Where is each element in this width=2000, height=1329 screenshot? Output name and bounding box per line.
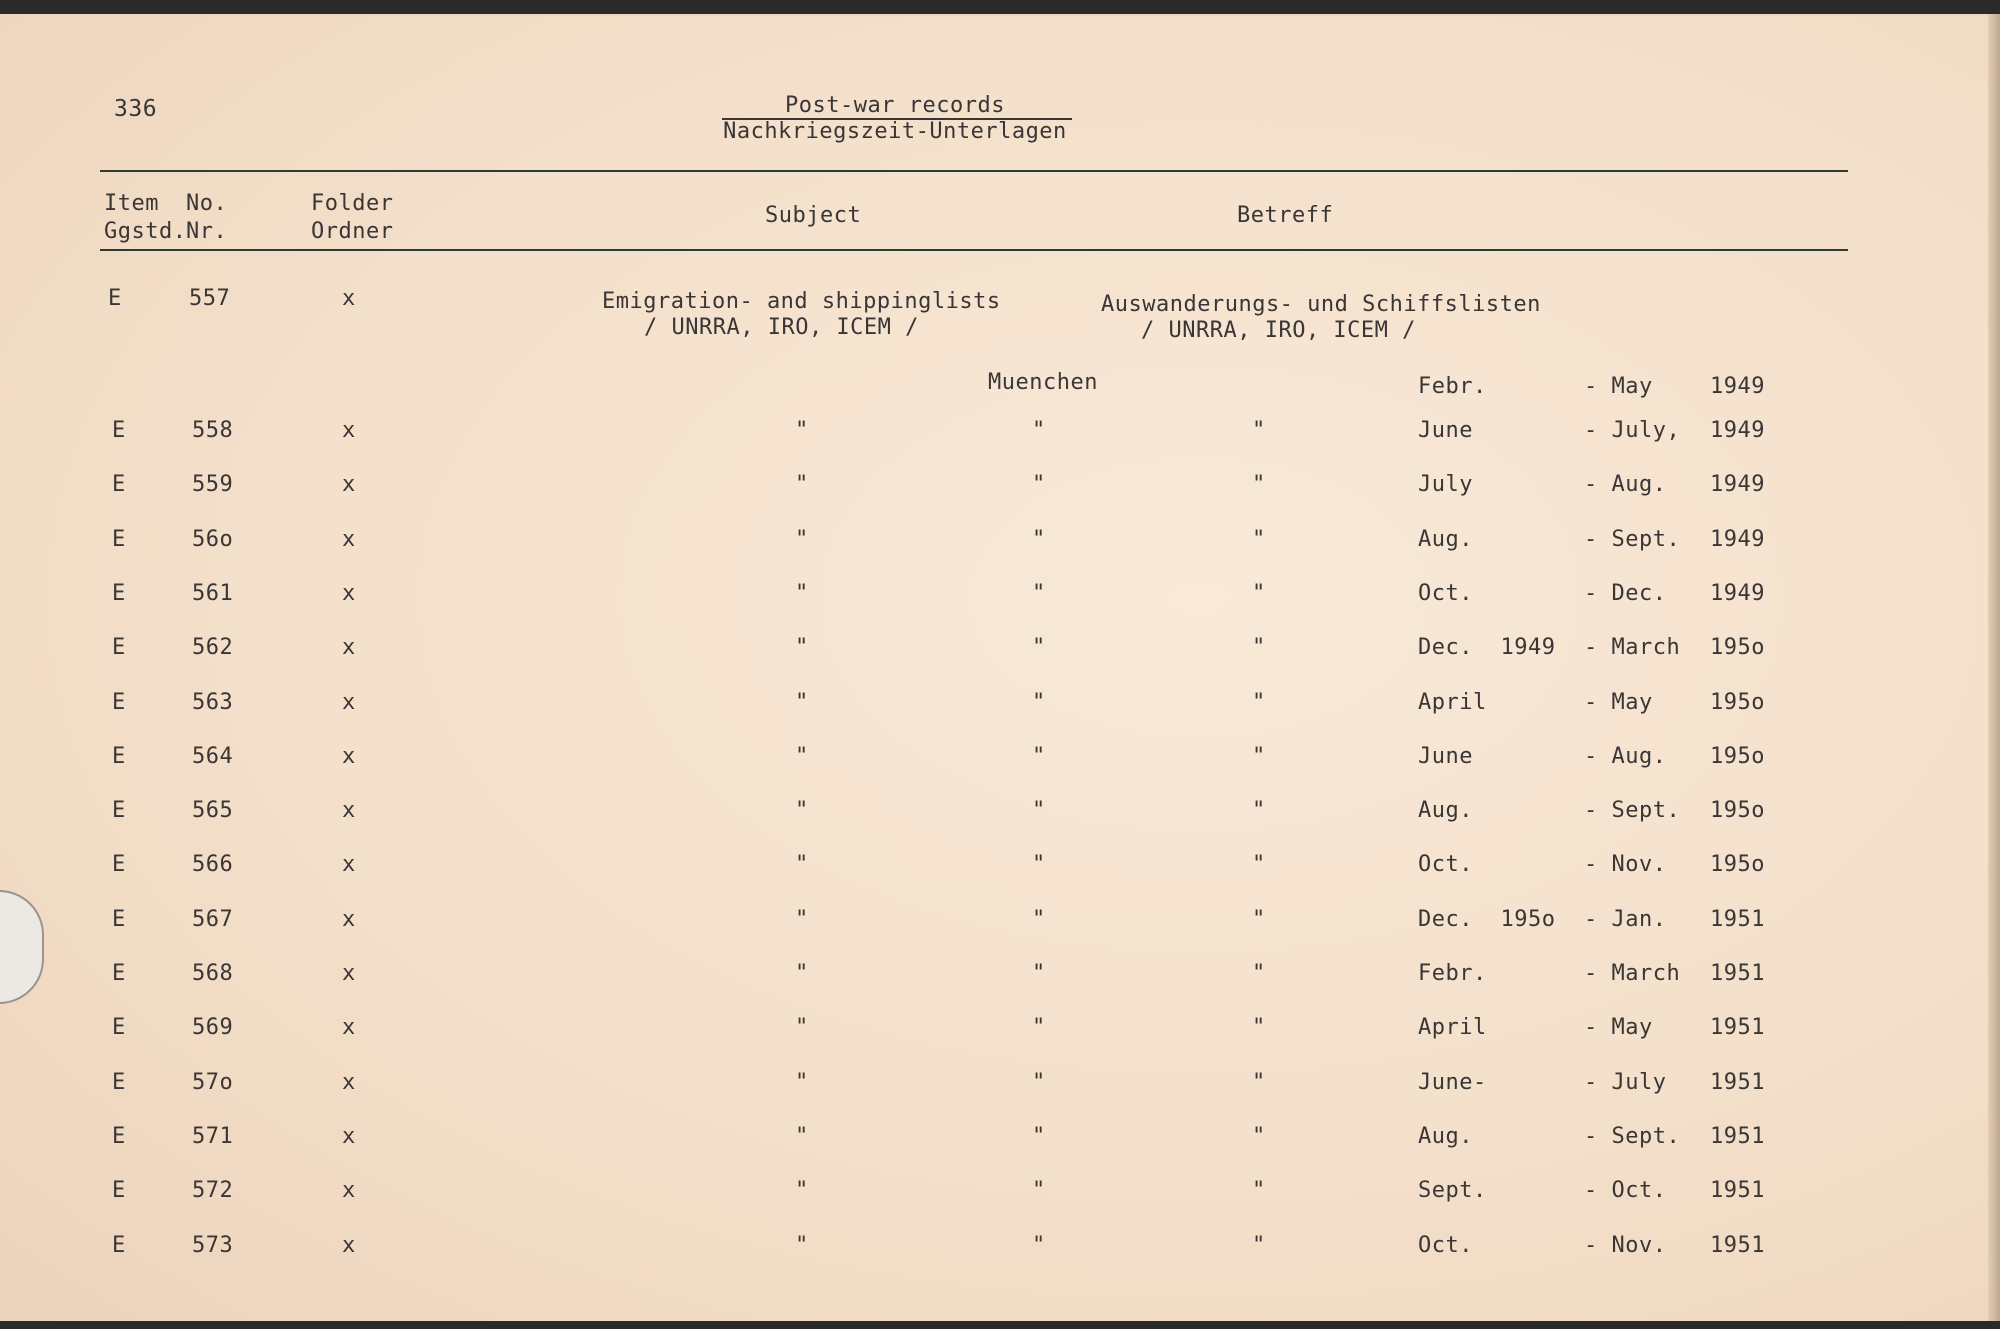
header-bottom-rule: [100, 249, 1848, 251]
row-year: 1951: [1710, 907, 1765, 932]
row-no: 571: [192, 1124, 234, 1149]
row-item: E: [112, 852, 126, 877]
row-year: 195o: [1710, 852, 1765, 877]
row-from: April: [1418, 1015, 1487, 1040]
row-to: - Nov.: [1584, 1233, 1667, 1258]
row-betreff-ditto: ": [1252, 1124, 1266, 1149]
row-place-ditto: ": [1032, 798, 1046, 823]
row-item: E: [112, 1015, 126, 1040]
row-from: Febr.: [1418, 961, 1487, 986]
row-from: July: [1418, 472, 1473, 497]
row-place-ditto: ": [1032, 472, 1046, 497]
row-no: 562: [192, 635, 234, 660]
row-year: 1951: [1710, 961, 1765, 986]
entry-557-from: Febr.: [1418, 374, 1487, 399]
row-folder: x: [342, 527, 356, 552]
row-item: E: [112, 690, 126, 715]
row-to: - March: [1584, 961, 1681, 986]
row-year: 1951: [1710, 1178, 1765, 1203]
row-no: 572: [192, 1178, 234, 1203]
row-subject-ditto: ": [795, 961, 809, 986]
row-item: E: [112, 744, 126, 769]
row-to: - March: [1584, 635, 1681, 660]
row-betreff-ditto: ": [1252, 527, 1266, 552]
row-no: 559: [192, 472, 234, 497]
row-betreff-ditto: ": [1252, 852, 1266, 877]
row-folder: x: [342, 798, 356, 823]
row-from: Aug.: [1418, 527, 1473, 552]
row-subject-ditto: ": [795, 527, 809, 552]
row-no: 568: [192, 961, 234, 986]
row-subject-ditto: ": [795, 1178, 809, 1203]
row-item: E: [112, 527, 126, 552]
row-folder: x: [342, 1233, 356, 1258]
row-year: 1949: [1710, 472, 1765, 497]
row-folder: x: [342, 744, 356, 769]
row-from: Sept.: [1418, 1178, 1487, 1203]
row-subject-ditto: ": [795, 1124, 809, 1149]
row-folder: x: [342, 1124, 356, 1149]
row-place-ditto: ": [1032, 418, 1046, 443]
row-subject-ditto: ": [795, 1070, 809, 1095]
row-subject-ditto: ": [795, 907, 809, 932]
binder-tab: [0, 890, 44, 1004]
header-no-de: Nr.: [186, 219, 228, 244]
row-to: - Nov.: [1584, 852, 1667, 877]
row-item: E: [112, 635, 126, 660]
row-no: 569: [192, 1015, 234, 1040]
row-subject-ditto: ": [795, 635, 809, 660]
row-to: - Sept.: [1584, 527, 1681, 552]
row-year: 1951: [1710, 1233, 1765, 1258]
row-from: Aug.: [1418, 1124, 1473, 1149]
row-from: Aug.: [1418, 798, 1473, 823]
row-to: - Sept.: [1584, 798, 1681, 823]
header-folder: Folder: [311, 191, 394, 216]
row-year: 1949: [1710, 581, 1765, 606]
row-year: 195o: [1710, 744, 1765, 769]
entry-557-item: E: [108, 286, 122, 311]
row-year: 195o: [1710, 798, 1765, 823]
row-subject-ditto: ": [795, 581, 809, 606]
row-to: - July,: [1584, 418, 1681, 443]
row-year: 1951: [1710, 1124, 1765, 1149]
row-folder: x: [342, 690, 356, 715]
row-item: E: [112, 1233, 126, 1258]
entry-557-place: Muenchen: [988, 370, 1098, 395]
entry-557-to: - May: [1584, 374, 1653, 399]
row-to: - Aug.: [1584, 744, 1667, 769]
header-folder-de: Ordner: [311, 219, 394, 244]
entry-557-betreff-2: / UNRRA, IRO, ICEM /: [1141, 318, 1416, 343]
title-german: Nachkriegszeit-Unterlagen: [723, 119, 1067, 144]
entry-557-year: 1949: [1710, 374, 1765, 399]
entry-557-subject-2: / UNRRA, IRO, ICEM /: [644, 315, 919, 340]
row-place-ditto: ": [1032, 1015, 1046, 1040]
header-betreff: Betreff: [1237, 203, 1334, 228]
row-no: 561: [192, 581, 234, 606]
row-subject-ditto: ": [795, 744, 809, 769]
row-no: 56o: [192, 527, 234, 552]
row-betreff-ditto: ": [1252, 1178, 1266, 1203]
row-to: - Oct.: [1584, 1178, 1667, 1203]
row-item: E: [112, 907, 126, 932]
row-to: - Jan.: [1584, 907, 1667, 932]
row-subject-ditto: ": [795, 852, 809, 877]
row-betreff-ditto: ": [1252, 1233, 1266, 1258]
row-no: 564: [192, 744, 234, 769]
header-top-rule: [100, 170, 1848, 172]
title-english: Post-war records: [785, 93, 1005, 118]
row-year: 1951: [1710, 1015, 1765, 1040]
row-item: E: [112, 798, 126, 823]
row-item: E: [112, 472, 126, 497]
row-subject-ditto: ": [795, 1233, 809, 1258]
header-no: No.: [186, 191, 228, 216]
entry-557-subject-1: Emigration- and shippinglists: [602, 289, 1001, 314]
row-place-ditto: ": [1032, 744, 1046, 769]
row-betreff-ditto: ": [1252, 907, 1266, 932]
row-betreff-ditto: ": [1252, 418, 1266, 443]
row-from: Dec. 1949: [1418, 635, 1556, 660]
row-from: Dec. 195o: [1418, 907, 1556, 932]
row-betreff-ditto: ": [1252, 1015, 1266, 1040]
row-item: E: [112, 418, 126, 443]
page-right-edge: [1988, 14, 2000, 1329]
row-folder: x: [342, 1178, 356, 1203]
row-year: 195o: [1710, 690, 1765, 715]
row-no: 573: [192, 1233, 234, 1258]
entry-557-folder: x: [342, 286, 356, 311]
row-place-ditto: ": [1032, 1178, 1046, 1203]
row-item: E: [112, 1124, 126, 1149]
bottom-border: [0, 1321, 2000, 1329]
row-year: 1949: [1710, 418, 1765, 443]
row-item: E: [112, 1070, 126, 1095]
row-to: - Aug.: [1584, 472, 1667, 497]
row-place-ditto: ": [1032, 852, 1046, 877]
row-betreff-ditto: ": [1252, 961, 1266, 986]
page-number: 336: [114, 96, 158, 122]
row-from: June: [1418, 744, 1473, 769]
row-from: June-: [1418, 1070, 1487, 1095]
entry-557-no: 557: [189, 286, 231, 311]
row-to: - July: [1584, 1070, 1667, 1095]
row-betreff-ditto: ": [1252, 690, 1266, 715]
row-subject-ditto: ": [795, 798, 809, 823]
row-place-ditto: ": [1032, 581, 1046, 606]
row-folder: x: [342, 1070, 356, 1095]
row-folder: x: [342, 635, 356, 660]
row-betreff-ditto: ": [1252, 472, 1266, 497]
row-no: 57o: [192, 1070, 234, 1095]
row-subject-ditto: ": [795, 418, 809, 443]
row-betreff-ditto: ": [1252, 635, 1266, 660]
row-folder: x: [342, 418, 356, 443]
row-folder: x: [342, 1015, 356, 1040]
row-year: 1949: [1710, 527, 1765, 552]
row-place-ditto: ": [1032, 1070, 1046, 1095]
row-betreff-ditto: ": [1252, 798, 1266, 823]
header-subject: Subject: [765, 203, 862, 228]
row-year: 1951: [1710, 1070, 1765, 1095]
row-betreff-ditto: ": [1252, 581, 1266, 606]
row-folder: x: [342, 472, 356, 497]
row-subject-ditto: ": [795, 472, 809, 497]
row-betreff-ditto: ": [1252, 744, 1266, 769]
row-place-ditto: ": [1032, 1124, 1046, 1149]
row-no: 567: [192, 907, 234, 932]
row-from: Oct.: [1418, 581, 1473, 606]
row-place-ditto: ": [1032, 961, 1046, 986]
row-to: - May: [1584, 1015, 1653, 1040]
row-from: Oct.: [1418, 852, 1473, 877]
row-from: Oct.: [1418, 1233, 1473, 1258]
row-place-ditto: ": [1032, 635, 1046, 660]
row-place-ditto: ": [1032, 527, 1046, 552]
row-to: - May: [1584, 690, 1653, 715]
row-folder: x: [342, 581, 356, 606]
row-to: - Dec.: [1584, 581, 1667, 606]
row-to: - Sept.: [1584, 1124, 1681, 1149]
row-place-ditto: ": [1032, 907, 1046, 932]
row-no: 565: [192, 798, 234, 823]
entry-557-betreff-1: Auswanderungs- und Schiffslisten: [1101, 292, 1541, 317]
row-subject-ditto: ": [795, 690, 809, 715]
row-folder: x: [342, 961, 356, 986]
top-border: [0, 0, 2000, 16]
row-from: June: [1418, 418, 1473, 443]
row-place-ditto: ": [1032, 1233, 1046, 1258]
row-no: 558: [192, 418, 234, 443]
row-no: 563: [192, 690, 234, 715]
row-item: E: [112, 961, 126, 986]
row-from: April: [1418, 690, 1487, 715]
row-item: E: [112, 1178, 126, 1203]
row-betreff-ditto: ": [1252, 1070, 1266, 1095]
row-year: 195o: [1710, 635, 1765, 660]
row-item: E: [112, 581, 126, 606]
header-item: Item: [104, 191, 159, 216]
row-place-ditto: ": [1032, 690, 1046, 715]
header-item-de: Ggstd.: [104, 219, 187, 244]
row-folder: x: [342, 907, 356, 932]
row-folder: x: [342, 852, 356, 877]
row-subject-ditto: ": [795, 1015, 809, 1040]
row-no: 566: [192, 852, 234, 877]
